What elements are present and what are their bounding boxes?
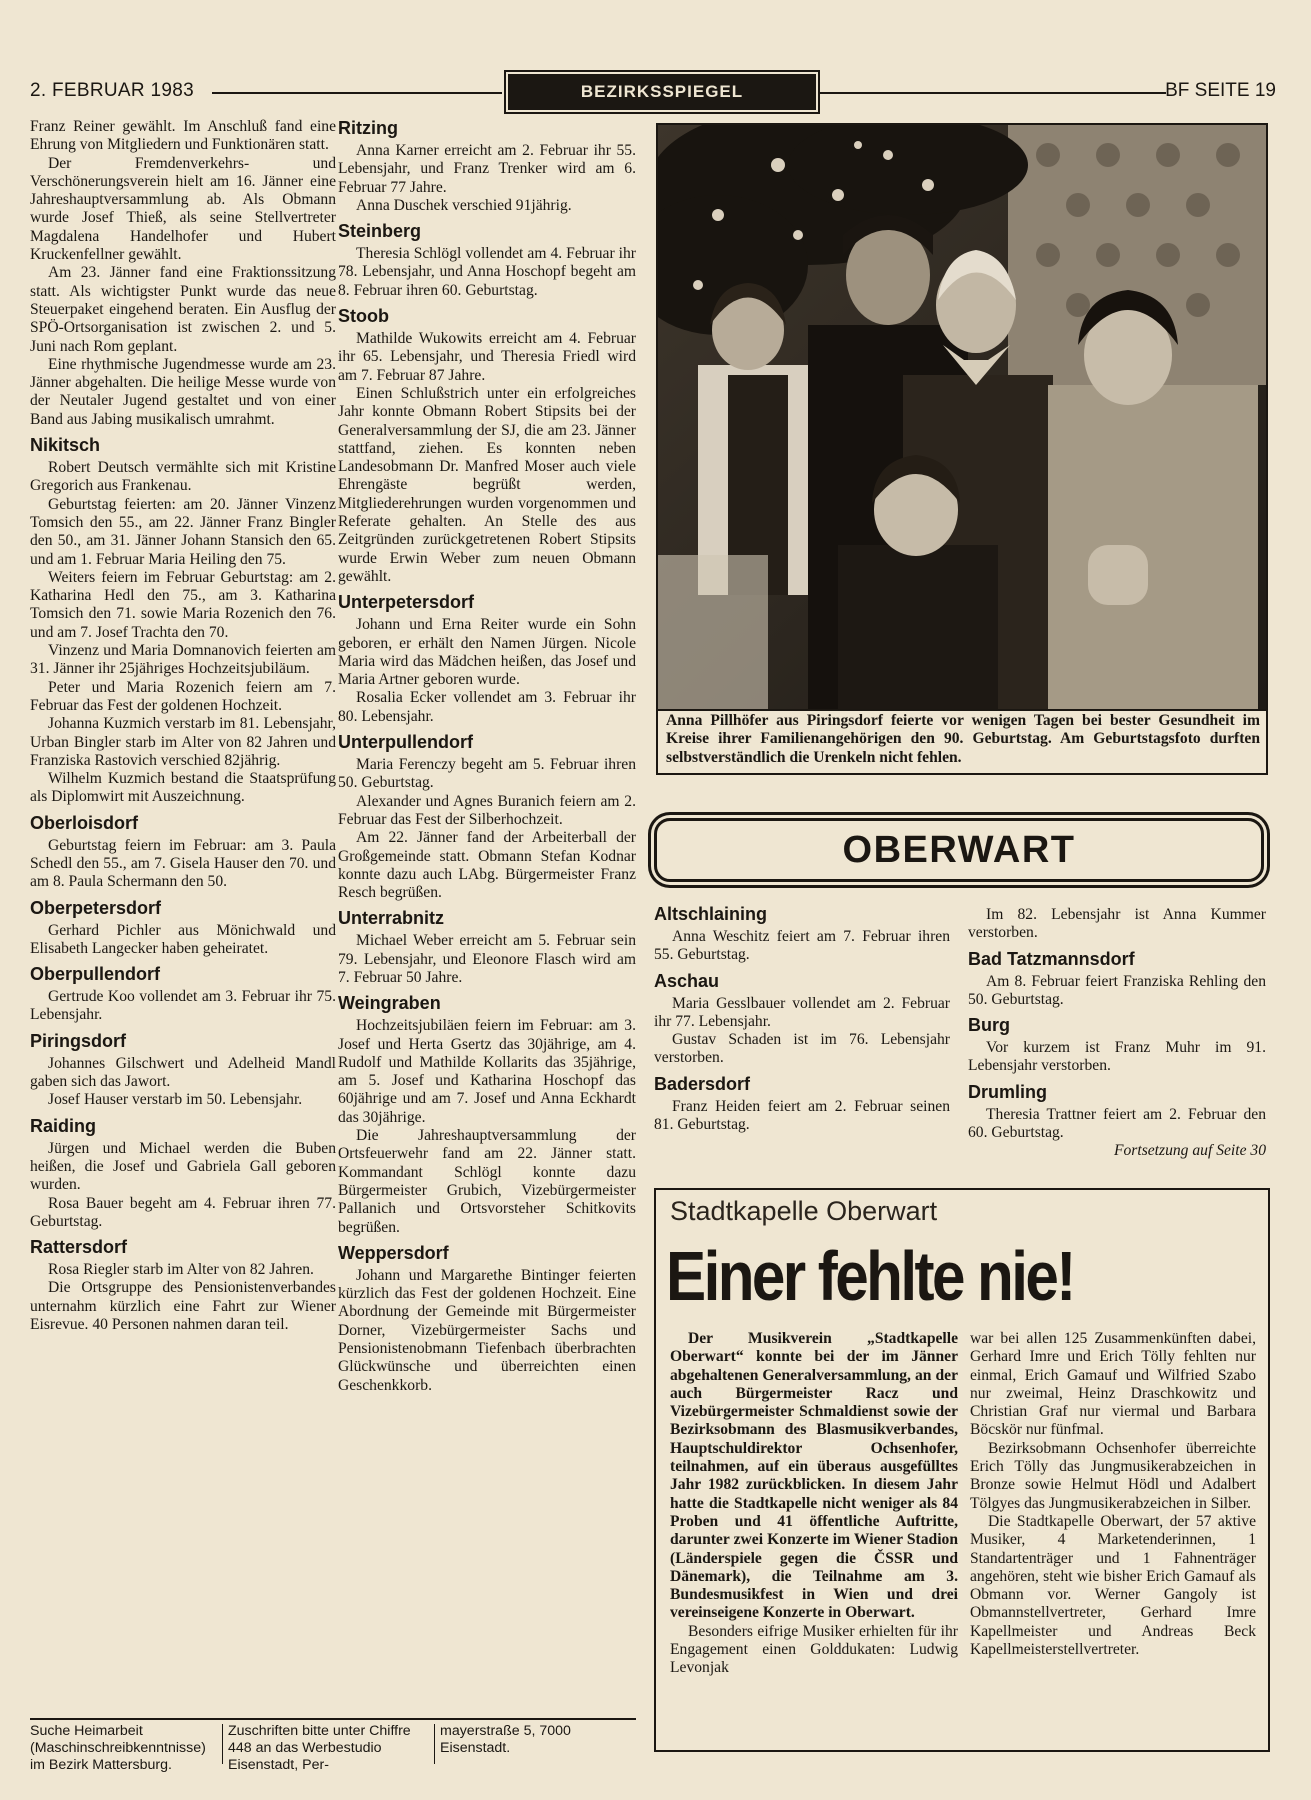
column-2 [338,118,636,1395]
heading-ritzing: Ritzing [338,118,398,138]
column-1 [30,118,336,1334]
heading-unterrabnitz: Unterrabnitz [338,908,445,929]
article-paragraph: Gustav Schaden ist im 76. Lebensjahr verstorben. [654,1031,950,1067]
article-paragraph: Im 82. Lebensjahr ist Anna Kummer verstorben. [968,906,1266,942]
article-paragraph: Die Jahreshauptversammlung der Ortsfeuerwehr fand am 22. Jänner statt. Kommandant Schlögl konnte dazu Bürgermeister Grubich, Vizebürgermeister Pallanich und Ortsvorsteher Schitkovits begrüßen. [338,1127,636,1236]
article-paragraph: Bezirksobmann Ochsenhofer überreichte Erich Tölly das Jungmusikerabzeichen in Bronze sowie Helmut Hödl und Adalbert Tölgyes das Jungmusikerabzeichen in Silber. [970,1439,1256,1512]
oberwart-column-2 [968,906,1266,1161]
article-paragraph: Theresia Schlögl vollendet am 4. Februar ihr 78. Lebensjahr, und Anna Hoschopf begeht am 8. Februar ihren 60. Geburtstag. [338,245,636,299]
feature-column-2 [970,1330,1256,1659]
article-paragraph: Peter und Maria Rozenich feiern am 7. Februar das Fest der goldenen Hochzeit. [30,678,336,714]
article-paragraph: Franz Reiner gewählt. Im Anschluß fand eine Ehrung von Mitgliedern und Funktionären statt. [30,118,336,154]
article-paragraph: Der Musikverein „Stadtkapelle Oberwart“ konnte bei der im Jänner abgehaltenen Generalversammlung, an der auch Bürgermeister Racz und Vizebürgermeister Schmaldienst sowie der Bezirksobmann des Blasmusikverbandes, Hauptschuldirektor Ochsenhofer, teilnahmen, auf ein überaus ausgefülltes Jahr 1982 zurückblicken. In diesem Jahr hatte die Stadtkapelle nicht weniger als 84 Proben und 41 öffentliche Auftritte, darunter zwei Konzerte im Wiener Stadion (Länderspiele gegen die ČSSR und Dänemark), die Teilnahme am 3. Bundesmusikfest in Wien und drei vereinseigene Konzerte in Oberwart. [670,1330,958,1622]
article-paragraph: war bei allen 125 Zusammenkünften dabei, Gerhard Imre und Erich Tölly fehlten nur einmal, Erich Gamauf und Wilfried Szabo nur zweimal, Heinz Draschkowitz und Christian Graf nur viermal und Barbara Böcskör nur fünfmal. [970,1330,1256,1439]
section-masthead: BEZIRKSSPIEGEL [508,74,816,110]
article-paragraph: Hochzeitsjubiläen feiern im Februar: am 3. Josef und Herta Gsertz das 30jährige, am 4. Rudolf und Mathilde Kollarits das 35jährige, am 5. Josef und Katharina Hoschopf das 60jährige und am 7. Josef und Anna Eckhardt das 30jährige. [338,1017,636,1126]
article-paragraph: Am 22. Jänner fand der Arbeiterball der Großgemeinde statt. Obmann Stefan Kodnar konnte dazu auch LAbg. Bürgermeister Franz Resch begrüßen. [338,829,636,902]
article-paragraph: Geburtstag feiern im Februar: am 3. Paula Schedl den 55., am 7. Gisela Hauser den 70. und am 8. Paula Schermann den 50. [30,836,336,891]
heading-rattersdorf: Rattersdorf [30,1237,128,1258]
classified-ads [30,1718,636,1773]
article-paragraph: Vinzenz und Maria Domnanovich feierten am 31. Jänner ihr 25jähriges Hochzeitsjubiläum. [30,642,336,678]
heading-unterpetersdorf: Unterpetersdorf [338,592,475,613]
page-header [30,74,1276,110]
heading-weppersdorf: Weppersdorf [338,1242,449,1263]
article-paragraph: Michael Weber erreicht am 5. Februar sein 79. Lebensjahr, und Eleonore Flasch wird am 7. Februar 50 Jahre. [338,932,636,986]
classified-ad: Zuschriften bitte unter Chiffre 448 an das Werbestudio Eisenstadt, Per- [228,1723,411,1773]
photo-caption: Anna Pillhöfer aus Piringsdorf feierte vor wenigen Tagen bei bester Gesundheit im Kreise ihrer Familienangehörigen den 90. Geburtstag. Am Geburtstagsfoto durften selbstverständlich die Urenkeln nicht fehlen. [656,708,1268,775]
article-paragraph: Rosa Bauer begeht am 4. Februar ihren 77. Geburtstag. [30,1194,336,1230]
article-paragraph: Weiters feiern im Februar Geburtstag: am 2. Katharina Hedl den 75., am 3. Katharina Tomsich den 71. sowie Maria Rozenich den 76. und am 7. Josef Trachta den 70. [30,568,336,641]
heading-drumling: Drumling [968,1081,1047,1102]
continuation-note: Fortsetzung auf Seite 30 [1113,1142,1266,1160]
heading-oberpetersdorf: Oberpetersdorf [30,897,162,918]
feature-article [654,1188,1270,1752]
header-rule-left [212,92,502,94]
heading-nikitsch: Nikitsch [30,435,101,456]
heading-weingraben: Weingraben [338,993,441,1014]
feature-column-1 [670,1330,958,1678]
article-paragraph: Maria Gesslbauer vollendet am 2. Februar ihr 77. Lebensjahr. [654,994,950,1030]
classified-ad: Suche Heimarbeit (Maschinschreibkenntnisse) im Bezirk Mattersburg. [30,1723,206,1773]
article-paragraph: Einen Schlußstrich unter ein erfolgreiches Jahr konnte Obmann Robert Stipsits bei der Generalversammlung der SJ, die am 23. Jänner stattfand, ziehen. Es konnten neben Landesobmann Dr. Manfred Moser auch viele Ehrengäste begrüßt werden, Mitgliederehrungen wurden vorgenommen und Referate gehalten. An Stelle des aus Zeitgründen zurückgetretenen Robert Stipsits wurde Erwin Weber zum neuen Obmann gewählt. [338,384,636,585]
article-paragraph: Rosalia Ecker vollendet am 3. Februar ihr 80. Lebensjahr. [338,689,636,725]
heading-altschlaining: Altschlaining [654,904,768,924]
article-paragraph: Am 8. Februar feiert Franziska Rehling den 50. Geburtstag. [968,972,1266,1008]
article-paragraph: Rosa Riegler starb im Alter von 82 Jahren. [48,1261,314,1279]
classified-ad: mayerstraße 5, 7000 Eisenstadt. [440,1723,571,1756]
article-paragraph: Wilhelm Kuzmich bestand die Staatsprüfung als Diplomwirt mit Auszeichnung. [30,770,336,806]
article-paragraph: Johann und Margarethe Bintinger feierten kürzlich das Fest der goldenen Hochzeit. Eine Abordnung der Gemeinde mit Bürgermeister Dorner, Vizebürgermeister Sachs und Pensionistenobmann Tiefenbach überbrachten Glückwünsche und überreichten einen Geschenkkorb. [338,1266,636,1394]
heading-raiding: Raiding [30,1115,96,1136]
article-paragraph: Besonders eifrige Musiker erhielten für ihr Engagement einen Golddukaten: Ludwig Levonjak [670,1622,958,1677]
article-paragraph: Alexander und Agnes Buranich feiern am 2. Februar das Fest der Silberhochzeit. [338,792,636,828]
issue-date: 2. FEBRUAR 1983 [30,80,194,101]
feature-kicker: Stadtkapelle Oberwart [670,1196,938,1226]
article-paragraph: Die Stadtkapelle Oberwart, der 57 aktive Musiker, 4 Marketenderinnen, 1 Standartenträger und 1 Fahnenträger angehören, steht wie bisher Erich Gamauf als Obmann vor. Werner Gangoly ist Obmannstellvertreter, Gerhard Imre Kapellmeister und Andreas Beck Kapellmeisterstellvertreter. [970,1512,1256,1659]
article-paragraph: Robert Deutsch vermählte sich mit Kristine Gregorich aus Frankenau. [30,459,336,495]
heading-oberpullendorf: Oberpullendorf [30,964,160,985]
article-paragraph: Johann und Erna Reiter wurde ein Sohn geboren, er erhält den Namen Jürgen. Nicole Maria wird das Mädchen heißen, das Josef und Maria Artner geboren wurde. [338,616,636,689]
article-paragraph: Die Ortsgruppe des Pensionistenverbandes unternahm kürzlich eine Fahrt zur Wiener Eisrevue. 40 Personen nahmen daran teil. [30,1279,336,1334]
table-cloth [658,555,768,709]
ad-separator [434,1724,435,1764]
article-paragraph: Der Fremdenverkehrs- und Verschönerungsverein hielt am 16. Jänner eine Jahreshauptversammlung ab. Als Obmann wurde Josef Thieß, als seine Stellvertreter Magdalena Handelhofer und Hubert Kruckenfellner gewählt. [30,154,336,264]
family-photo [656,123,1268,711]
heading-aschau: Aschau [654,970,720,991]
heading-unterpullendorf: Unterpullendorf [338,732,473,753]
oberwart-column-1 [654,898,950,1134]
article-paragraph: Theresia Trattner feiert am 2. Februar den 60. Geburtstag. [968,1105,1266,1142]
article-paragraph: Geburtstag feierten: am 20. Jänner Vinzenz Tomsich den 55., am 22. Jänner Franz Bingler den 50., am 31. Jänner Johann Stansich den 65. und am 1. Februar Maria Heiling den 75. [30,495,336,568]
article-paragraph: Maria Ferenczy begeht am 5. Februar ihren 50. Geburtstag. [338,756,636,792]
header-rule-right [820,92,1166,94]
article-paragraph: Johanna Kuzmich verstarb im 81. Lebensjahr, Urban Bingler starb im Alter von 82 Jahren und Franziska Rastovich verschied 82jährig. [30,715,336,769]
article-paragraph: Gerhard Pichler aus Mönichwald und Elisabeth Langecker haben geheiratet. [30,921,336,957]
article-paragraph: Mathilde Wukowits erreicht am 4. Februar ihr 65. Lebensjahr, und Theresia Friedl wird am 7. Februar 87 Jahre. [338,330,636,384]
article-paragraph: Am 23. Jänner fand eine Fraktionssitzung statt. Als wichtigster Punkt wurde das neue Steuerpaket eingehend beraten. Ein Ausflug der SPÖ-Ortsorganisation ist zwischen 2. und 5. Juni nach Rom geplant. [30,264,336,355]
family-photo-illustration [658,125,1266,709]
district-banner [654,818,1264,882]
article-paragraph: Eine rhythmische Jugendmesse wurde am 23. Jänner abgehalten. Die heilige Messe wurde von der Neutaler Jugend gestaltet und von einer Band aus Jabing musikalisch umrahmt. [30,355,336,428]
article-paragraph: Gertrude Koo vollendet am 3. Februar ihr 75. Lebensjahr. [30,988,336,1024]
heading-bad-tatzmannsdorf: Bad Tatzmannsdorf [968,948,1135,969]
feature-headline: Einer fehlte nie! [666,1237,1074,1315]
heading-piringsdorf: Piringsdorf [30,1030,127,1051]
article-paragraph: Franz Heiden feiert am 2. Februar seinen 81. Geburtstag. [654,1097,950,1134]
article-paragraph: Anna Weschitz feiert am 7. Februar ihren 55. Geburtstag. [654,928,950,964]
heading-badersdorf: Badersdorf [654,1073,751,1094]
article-paragraph: Jürgen und Michael werden die Buben heißen, die Josef und Gabriela Gall geboren wurden. [30,1139,336,1194]
district-title: OBERWART [842,829,1076,871]
heading-burg: Burg [968,1015,1010,1036]
heading-oberloisdorf: Oberloisdorf [30,812,139,833]
article-paragraph: Vor kurzem ist Franz Muhr im 91. Lebensjahr verstorben. [968,1039,1266,1075]
ad-separator [222,1724,223,1764]
article-paragraph: Josef Hauser verstarb im 50. Lebensjahr. [48,1091,303,1109]
heading-stoob: Stoob [338,306,389,327]
article-paragraph: Johannes Gilschwert und Adelheid Mandl gaben sich das Jawort. [30,1054,336,1091]
heading-steinberg: Steinberg [338,221,422,242]
article-paragraph: Anna Duschek verschied 91jährig. [356,196,572,214]
page-number: BF SEITE 19 [1165,80,1276,101]
article-paragraph: Anna Karner erreicht am 2. Februar ihr 55. Lebensjahr, und Franz Trenker wird am 6. Februar 77 Jahre. [338,142,636,196]
